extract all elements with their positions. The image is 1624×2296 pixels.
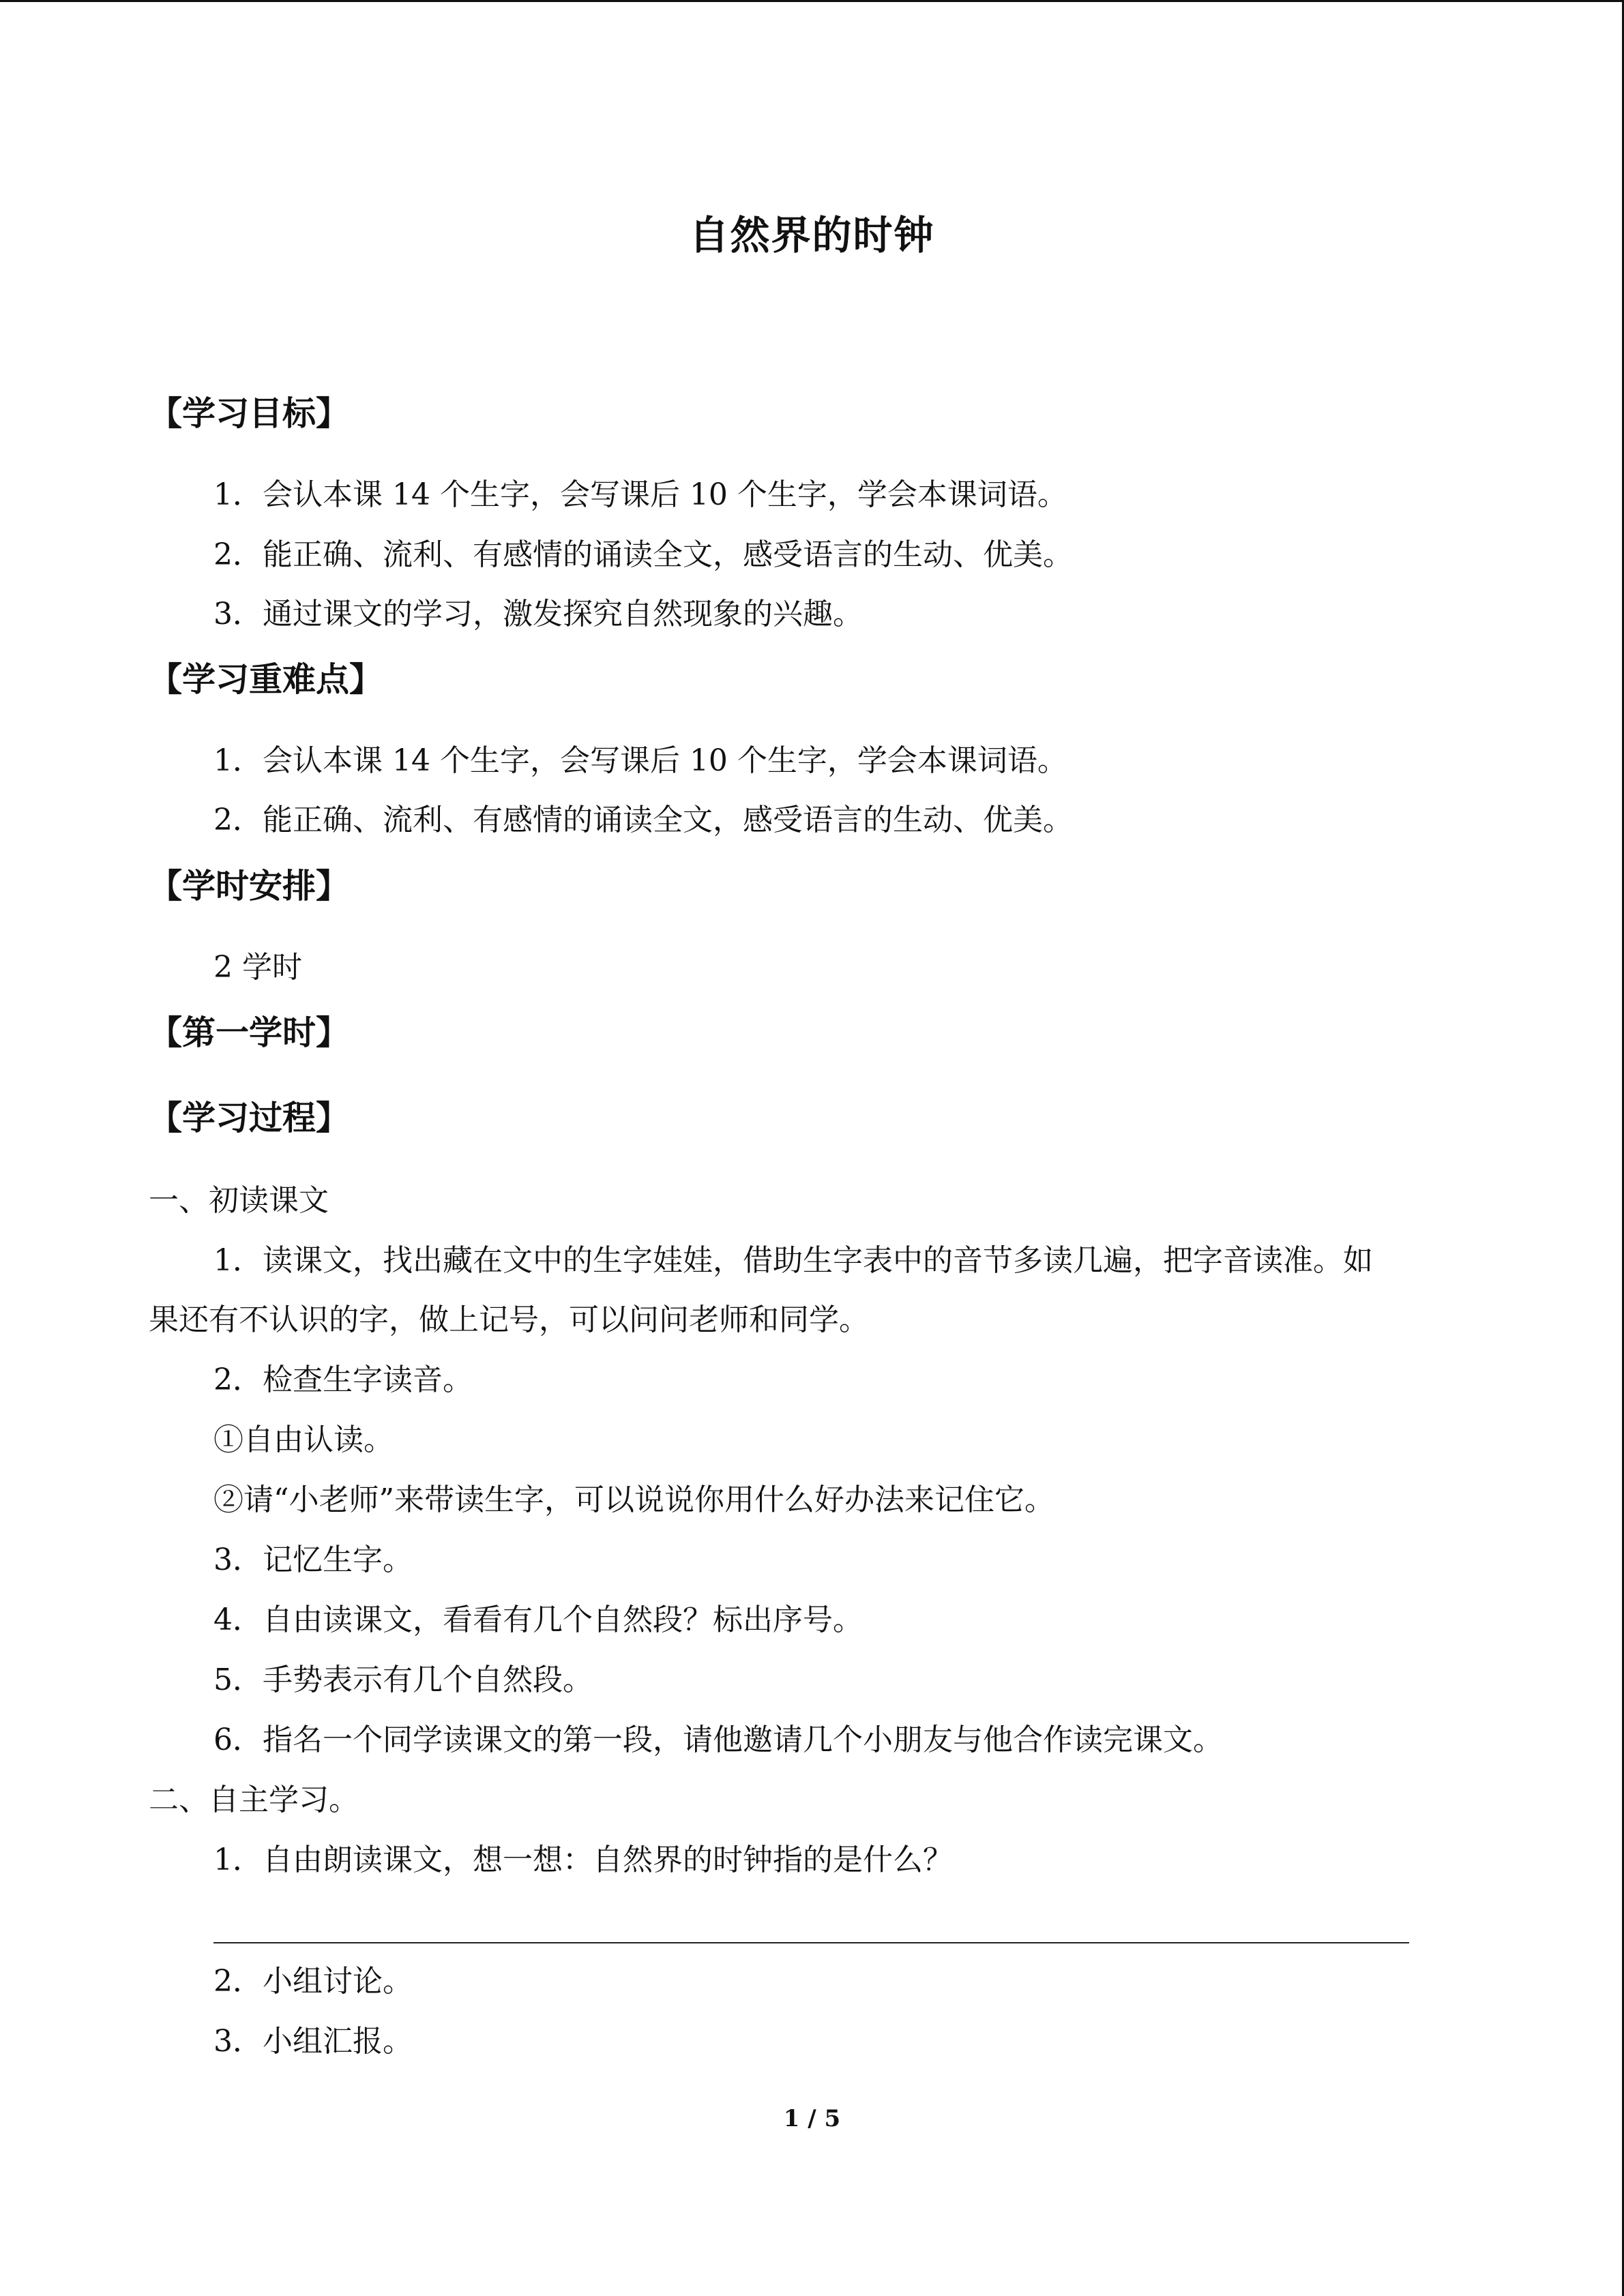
key-point-item-1: 1．会认本课 14 个生字，会写课后 10 个生字，学会本课词语。 <box>213 743 1067 778</box>
part-one-item-3: 3．记忆生字。 <box>213 1542 413 1577</box>
part-one-item-2-sub-1: ①自由认读。 <box>213 1422 394 1457</box>
part-two-item-2: 2．小组讨论。 <box>213 1964 413 1999</box>
heading-first-period: 【第一学时】 <box>149 1013 350 1052</box>
heading-schedule: 【学时安排】 <box>149 867 350 906</box>
heading-objectives: 【学习目标】 <box>149 394 350 433</box>
heading-process: 【学习过程】 <box>149 1099 350 1137</box>
schedule-text: 2 学时 <box>213 950 302 985</box>
objective-item-3: 3．通过课文的学习，激发探究自然现象的兴趣。 <box>213 597 863 631</box>
part-two-item-1: 1．自由朗读课文，想一想：自然界的时钟指的是什么？ <box>213 1843 953 1877</box>
heading-key-points: 【学习重难点】 <box>149 660 383 699</box>
part-two-item-3: 3．小组汇报。 <box>213 2024 413 2059</box>
objective-item-2: 2．能正确、流利、有感情的诵读全文，感受语言的生动、优美。 <box>213 537 1073 572</box>
part-one-item-5: 5．手势表示有几个自然段。 <box>213 1663 593 1697</box>
part-one-item-2: 2．检查生字读音。 <box>213 1362 473 1397</box>
part-two-title: 二、自主学习。 <box>149 1783 359 1817</box>
part-one-item-2-sub-2: ②请“小老师”来带读生字，可以说说你用什么好办法来记住它。 <box>213 1482 1054 1517</box>
part-one-item-1-line-2: 果还有不认识的字，做上记号，可以问问老师和同学。 <box>149 1302 869 1337</box>
part-one-item-1-line-1: 1．读课文，找出藏在文中的生字娃娃，借助生字表中的音节多读几遍，把字音读准。如 <box>213 1243 1373 1278</box>
key-point-item-2: 2．能正确、流利、有感情的诵读全文，感受语言的生动、优美。 <box>213 803 1073 837</box>
part-one-title: 一、初读课文 <box>149 1183 329 1218</box>
answer-blank-line[interactable] <box>213 1942 1409 1943</box>
document-title: 自然界的时钟 <box>689 212 935 258</box>
page-number: 1 / 5 <box>783 2105 841 2132</box>
objective-item-1: 1．会认本课 14 个生字，会写课后 10 个生字，学会本课词语。 <box>213 477 1067 512</box>
part-one-item-4: 4．自由读课文，看看有几个自然段？标出序号。 <box>213 1602 863 1637</box>
part-one-item-6: 6．指名一个同学读课文的第一段，请他邀请几个小朋友与他合作读完课文。 <box>213 1723 1223 1757</box>
